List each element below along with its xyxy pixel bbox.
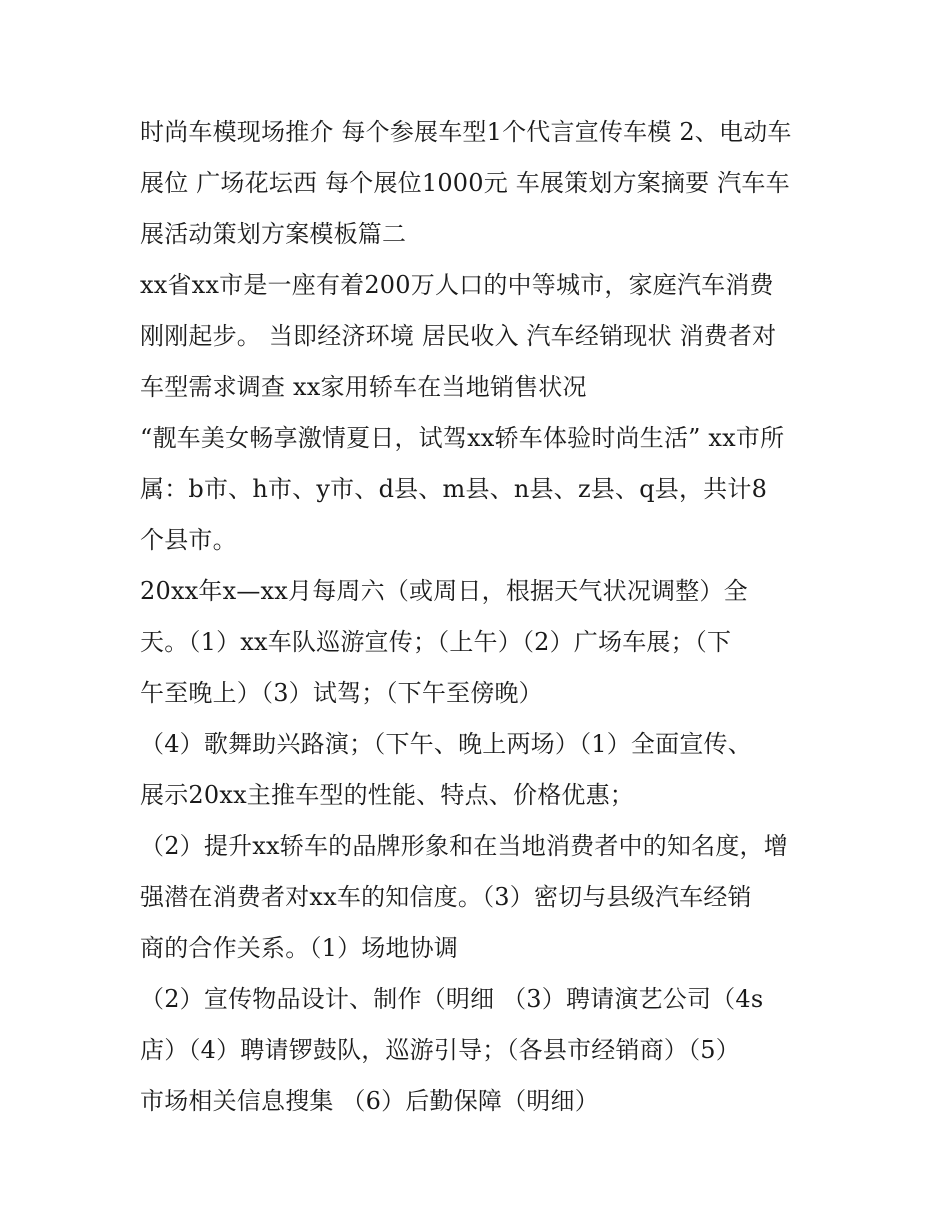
text-line: 个县市。 [140,526,237,554]
text-line: 20xx年x—xx月每周六（或周日，根据天气状况调整）全 [140,577,748,605]
text-line: （4）歌舞助兴路演；（下午、晚上两场）（1）全面宣传、 [140,730,752,758]
text-line: 车型需求调查 xx家用轿车在当地销售状况 [140,373,587,401]
text-line: 午至晚上）（3）试驾；（下午至傍晚） [140,679,543,707]
text-line: 属：b市、h市、y市、d县、m县、n县、z县、q县，共计8 [140,475,768,503]
text-line: 店）（4）聘请锣鼓队，巡游引导；（各县市经销商）（5） [140,1036,740,1064]
text-line: （2）提升xx轿车的品牌形象和在当地消费者中的知名度，增 [140,832,788,860]
text-line: 商的合作关系。（1）场地协调 [140,934,459,962]
text-line: 时尚车模现场推介 每个参展车型1个代言宣传车模 2、电动车 [140,118,792,146]
text-line: 刚刚起步。 当即经济环境 居民收入 汽车经销现状 消费者对 [140,322,777,350]
document-body [140,107,830,1127]
text-line: 强潜在消费者对xx车的知信度。（3）密切与县级汽车经销 [140,883,752,911]
text-line: 展活动策划方案模板篇二 [140,220,407,248]
text-line: （2）宣传物品设计、制作（明细 （3）聘请演艺公司（4s [140,985,764,1013]
text-line: “靓车美女畅享激情夏日，试驾xx轿车体验时尚生活” xx市所 [140,424,785,452]
text-line: 天。（1）xx车队巡游宣传；（上午）（2）广场车展；（下 [140,628,732,656]
text-line: 展示20xx主推车型的性能、特点、价格优惠； [140,781,635,809]
text-line: 展位 广场花坛西 每个展位1000元 车展策划方案摘要 汽车车 [140,169,790,197]
text-line: 市场相关信息搜集 （6）后勤保障（明细） [140,1087,599,1115]
text-line: xx省xx市是一座有着200万人口的中等城市，家庭汽车消费 [140,271,774,299]
